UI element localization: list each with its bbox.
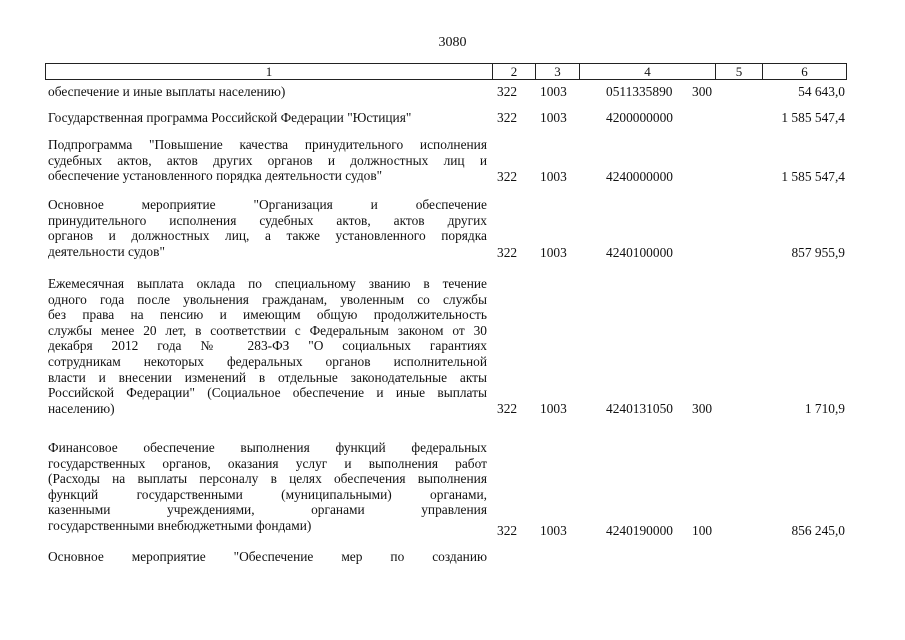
description-line: государственных органов, оказания услуг и выполнения работ (48, 455, 487, 471)
description-line: одного года после увольнения гражданам, уволенным со службы (48, 291, 487, 307)
description-line: сотрудникам некоторых федеральных органов исполнительной (48, 353, 487, 369)
row-description (48, 197, 487, 259)
row-description (48, 137, 487, 184)
description-line: власти и внесении изменений в отдельные законодательные акты (48, 369, 487, 385)
description-line: функций государственными (муниципальными) органами, (48, 486, 487, 502)
cell-col-2: 322 (497, 169, 518, 184)
row-description (48, 84, 487, 100)
description-line: судебных актов, актов других органов и должностных лиц и (48, 152, 487, 168)
cell-col-6: 857 955,9 (791, 245, 845, 260)
description-line: деятельности судов" (48, 243, 165, 259)
table-row (48, 84, 848, 100)
cell-col-5: 300 (692, 84, 713, 99)
description-line: службы менее 20 лет, в соответствии с Федеральным законом от 30 (48, 322, 487, 338)
cell-col-4: 4200000000 (606, 110, 673, 125)
description-line: декабря 2012 года № 283-ФЗ "О социальных гарантиях (48, 338, 487, 354)
description-line: обеспечение установленного порядка деятельности судов" (48, 168, 383, 184)
description-line: государственными внебюджетными фондами) (48, 517, 312, 533)
cell-col-4: 4240100000 (606, 245, 673, 260)
description-line: Подпрограмма "Повышение качества принудительного исполнения (48, 137, 487, 152)
cell-col-2: 322 (497, 401, 518, 416)
table-row (48, 276, 848, 418)
description-line: без права на пенсию и имеющим общую продолжительность (48, 307, 487, 323)
cell-col-3: 1003 (540, 84, 567, 99)
cell-col-6: 54 643,0 (798, 84, 845, 99)
cell-col-2: 322 (497, 245, 518, 260)
cell-col-2: 322 (497, 84, 518, 99)
cell-col-6: 1 710,9 (804, 401, 845, 416)
row-description (48, 440, 487, 534)
cell-col-6: 1 585 547,4 (781, 110, 845, 125)
cell-col-6: 856 245,0 (791, 523, 845, 538)
cell-col-2: 322 (497, 110, 518, 125)
description-line: Финансовое обеспечение выполнения функций федеральных (48, 440, 487, 455)
description-line: Российской Федерации" (Социальное обеспечение и иные выплаты (48, 385, 487, 401)
row-description (48, 110, 487, 126)
description-line: Основное мероприятие "Организация и обеспечение (48, 197, 487, 212)
cell-col-5: 300 (692, 401, 713, 416)
page-number: 3080 (438, 35, 467, 50)
header-col-2: 2 (492, 64, 535, 79)
table-row (48, 440, 848, 536)
cell-col-4: 4240000000 (606, 169, 673, 184)
description-line: обеспечение и иные выплаты населению) (48, 84, 286, 99)
description-line: Государственная программа Российской Федерации "Юстиция" (48, 110, 412, 125)
header-col-4: 4 (579, 64, 715, 79)
description-line: населению) (48, 400, 115, 416)
description-line: принудительного исполнения судебных актов, актов других (48, 212, 487, 228)
cell-col-4: 4240190000 (606, 523, 673, 538)
cell-col-4: 4240131050 (606, 401, 673, 416)
cell-col-3: 1003 (540, 169, 567, 184)
cell-col-6: 1 585 547,4 (781, 169, 845, 184)
row-description (48, 549, 487, 565)
cell-col-2: 322 (497, 523, 518, 538)
description-line: Ежемесячная выплата оклада по специальному званию в течение (48, 276, 487, 291)
table-row (48, 197, 848, 261)
table-header (45, 63, 847, 80)
header-col-1: 1 (265, 64, 273, 79)
description-line: Основное мероприятие "Обеспечение мер по созданию (48, 549, 487, 564)
cell-col-4: 0511335890 (606, 84, 673, 99)
cell-col-5: 100 (692, 523, 713, 538)
description-line: органов и должностных лиц, а также установленного порядка (48, 228, 487, 244)
row-description (48, 276, 487, 416)
cell-col-3: 1003 (540, 110, 567, 125)
cell-col-3: 1003 (540, 523, 567, 538)
table-row (48, 549, 848, 565)
table-row (48, 110, 848, 126)
header-col-6: 6 (762, 64, 846, 79)
cell-col-3: 1003 (540, 401, 567, 416)
description-line: казенными учреждениями, органами управления (48, 502, 487, 518)
table-row (48, 137, 848, 185)
header-col-3: 3 (535, 64, 579, 79)
header-col-5: 5 (715, 64, 762, 79)
cell-col-3: 1003 (540, 245, 567, 260)
description-line: (Расходы на выплаты персоналу в целях обеспечения выполнения (48, 471, 487, 487)
